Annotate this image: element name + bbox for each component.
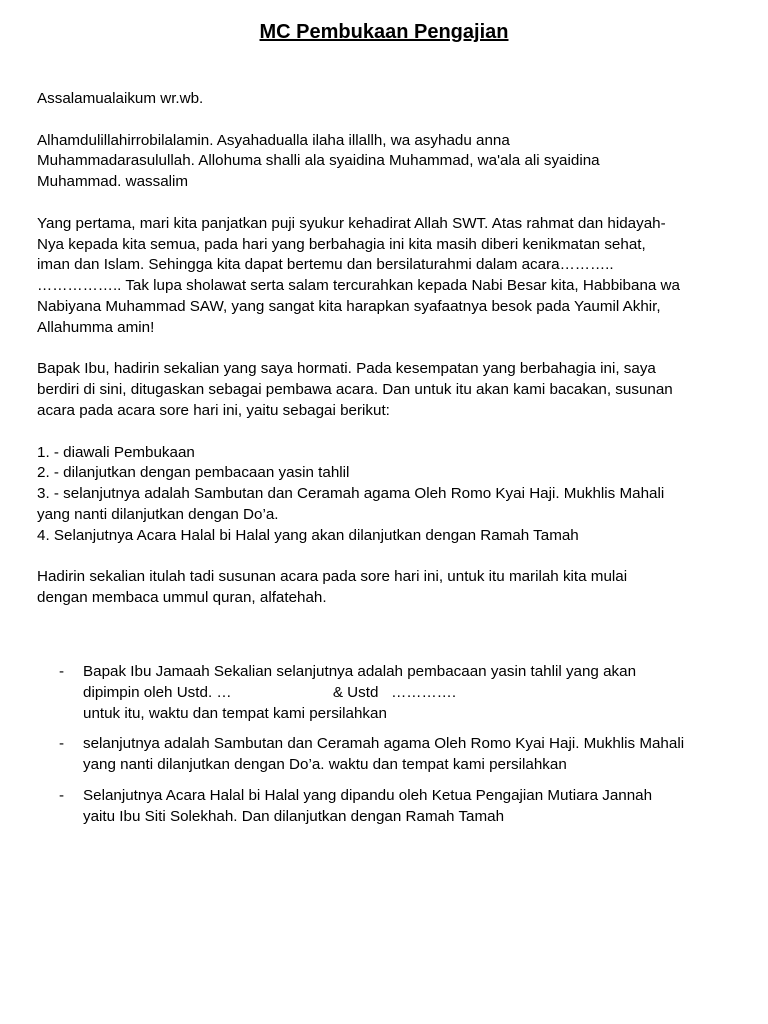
closing-line: dengan membaca ummul quran, alfatehah. bbox=[37, 589, 327, 607]
bullet-marker: - bbox=[59, 735, 65, 753]
praise-line: iman dan Islam. Sehingga kita dapat bertemu dan bersilaturahmi dalam acara……….. bbox=[37, 256, 614, 274]
document-title: MC Pembukaan Pengajian bbox=[259, 21, 509, 43]
intro-line: berdiri di sini, ditugaskan sebagai pembawa acara. Dan untuk itu akan kami bacakan, susunan bbox=[37, 381, 673, 399]
opening-paragraph bbox=[37, 131, 727, 193]
agenda-item: 4. Selanjutnya Acara Halal bi Halal yang akan dilanjutkan dengan Ramah Tamah bbox=[37, 526, 579, 544]
bullet-line: Bapak Ibu Jamaah Sekalian selanjutnya adalah pembacaan yasin tahlil yang akan bbox=[83, 663, 637, 680]
bullet-line: Selanjutnya Acara Halal bi Halal yang dipandu oleh Ketua Pengajian Mutiara Jannah bbox=[83, 786, 653, 804]
agenda-list bbox=[37, 443, 727, 547]
agenda-item: 1. - diawali Pembukaan bbox=[37, 443, 195, 461]
bullet-line: yaitu Ibu Siti Solekhah. Dan dilanjutkan dengan Ramah Tamah bbox=[83, 807, 505, 825]
bullet-item bbox=[37, 734, 737, 776]
praise-paragraph bbox=[37, 214, 727, 339]
praise-line: Nya kepada kita semua, pada hari yang berbahagia ini kita masih diberi kenikmatan sehat, bbox=[37, 235, 646, 253]
document-body bbox=[37, 89, 727, 609]
praise-line: …………….. Tak lupa sholawat serta salam tercurahkan kepada Nabi Besar kita, Habbibana wa bbox=[37, 277, 680, 295]
bullet-item bbox=[37, 662, 737, 724]
praise-line: Allahumma amin! bbox=[37, 318, 155, 336]
bullet-line: dipimpin oleh Ustd. … & Ustd …………. bbox=[83, 683, 457, 701]
bullet-line: yang nanti dilanjutkan dengan Do’a. waktu dan tempat kami persilahkan bbox=[83, 756, 567, 774]
bullet-list bbox=[37, 662, 737, 838]
greeting-paragraph bbox=[37, 89, 727, 110]
praise-line: Nabiyana Muhammad SAW, yang sangat kita harapkan syafaatnya besok pada Yaumil Akhir, bbox=[37, 297, 661, 315]
agenda-item: yang nanti dilanjutkan dengan Do’a. bbox=[37, 505, 279, 523]
closing-paragraph bbox=[37, 567, 727, 609]
intro-line: Bapak Ibu, hadirin sekalian yang saya hormati. Pada kesempatan yang berbahagia ini, saya bbox=[37, 360, 656, 378]
greeting-line: Assalamualaikum wr.wb. bbox=[37, 90, 204, 107]
bullet-marker: - bbox=[59, 786, 65, 804]
opening-line: Muhammadarasulullah. Allohuma shalli ala syaidina Muhammad, wa'ala ali syaidina bbox=[37, 152, 600, 170]
bullet-item bbox=[37, 786, 737, 828]
intro-line: acara pada acara sore hari ini, yaitu sebagai berikut: bbox=[37, 401, 390, 419]
opening-line: Alhamdulillahirrobilalamin. Asyahadualla ilaha illallh, wa asyhadu anna bbox=[37, 131, 510, 149]
opening-line: Muhammad. wassalim bbox=[37, 173, 189, 191]
closing-line: Hadirin sekalian itulah tadi susunan acara pada sore hari ini, untuk itu marilah kita mulai bbox=[37, 568, 628, 586]
intro-paragraph bbox=[37, 359, 727, 421]
bullet-marker: - bbox=[59, 663, 65, 680]
bullet-line: selanjutnya adalah Sambutan dan Ceramah agama Oleh Romo Kyai Haji. Mukhlis Mahali bbox=[83, 735, 685, 753]
praise-line: Yang pertama, mari kita panjatkan puji syukur kehadirat Allah SWT. Atas rahmat dan hidayah- bbox=[37, 214, 666, 232]
agenda-item: 3. - selanjutnya adalah Sambutan dan Ceramah agama Oleh Romo Kyai Haji. Mukhlis Mahali bbox=[37, 485, 665, 503]
agenda-item: 2. - dilanjutkan dengan pembacaan yasin tahlil bbox=[37, 464, 350, 482]
bullet-line: untuk itu, waktu dan tempat kami persilahkan bbox=[83, 704, 387, 722]
